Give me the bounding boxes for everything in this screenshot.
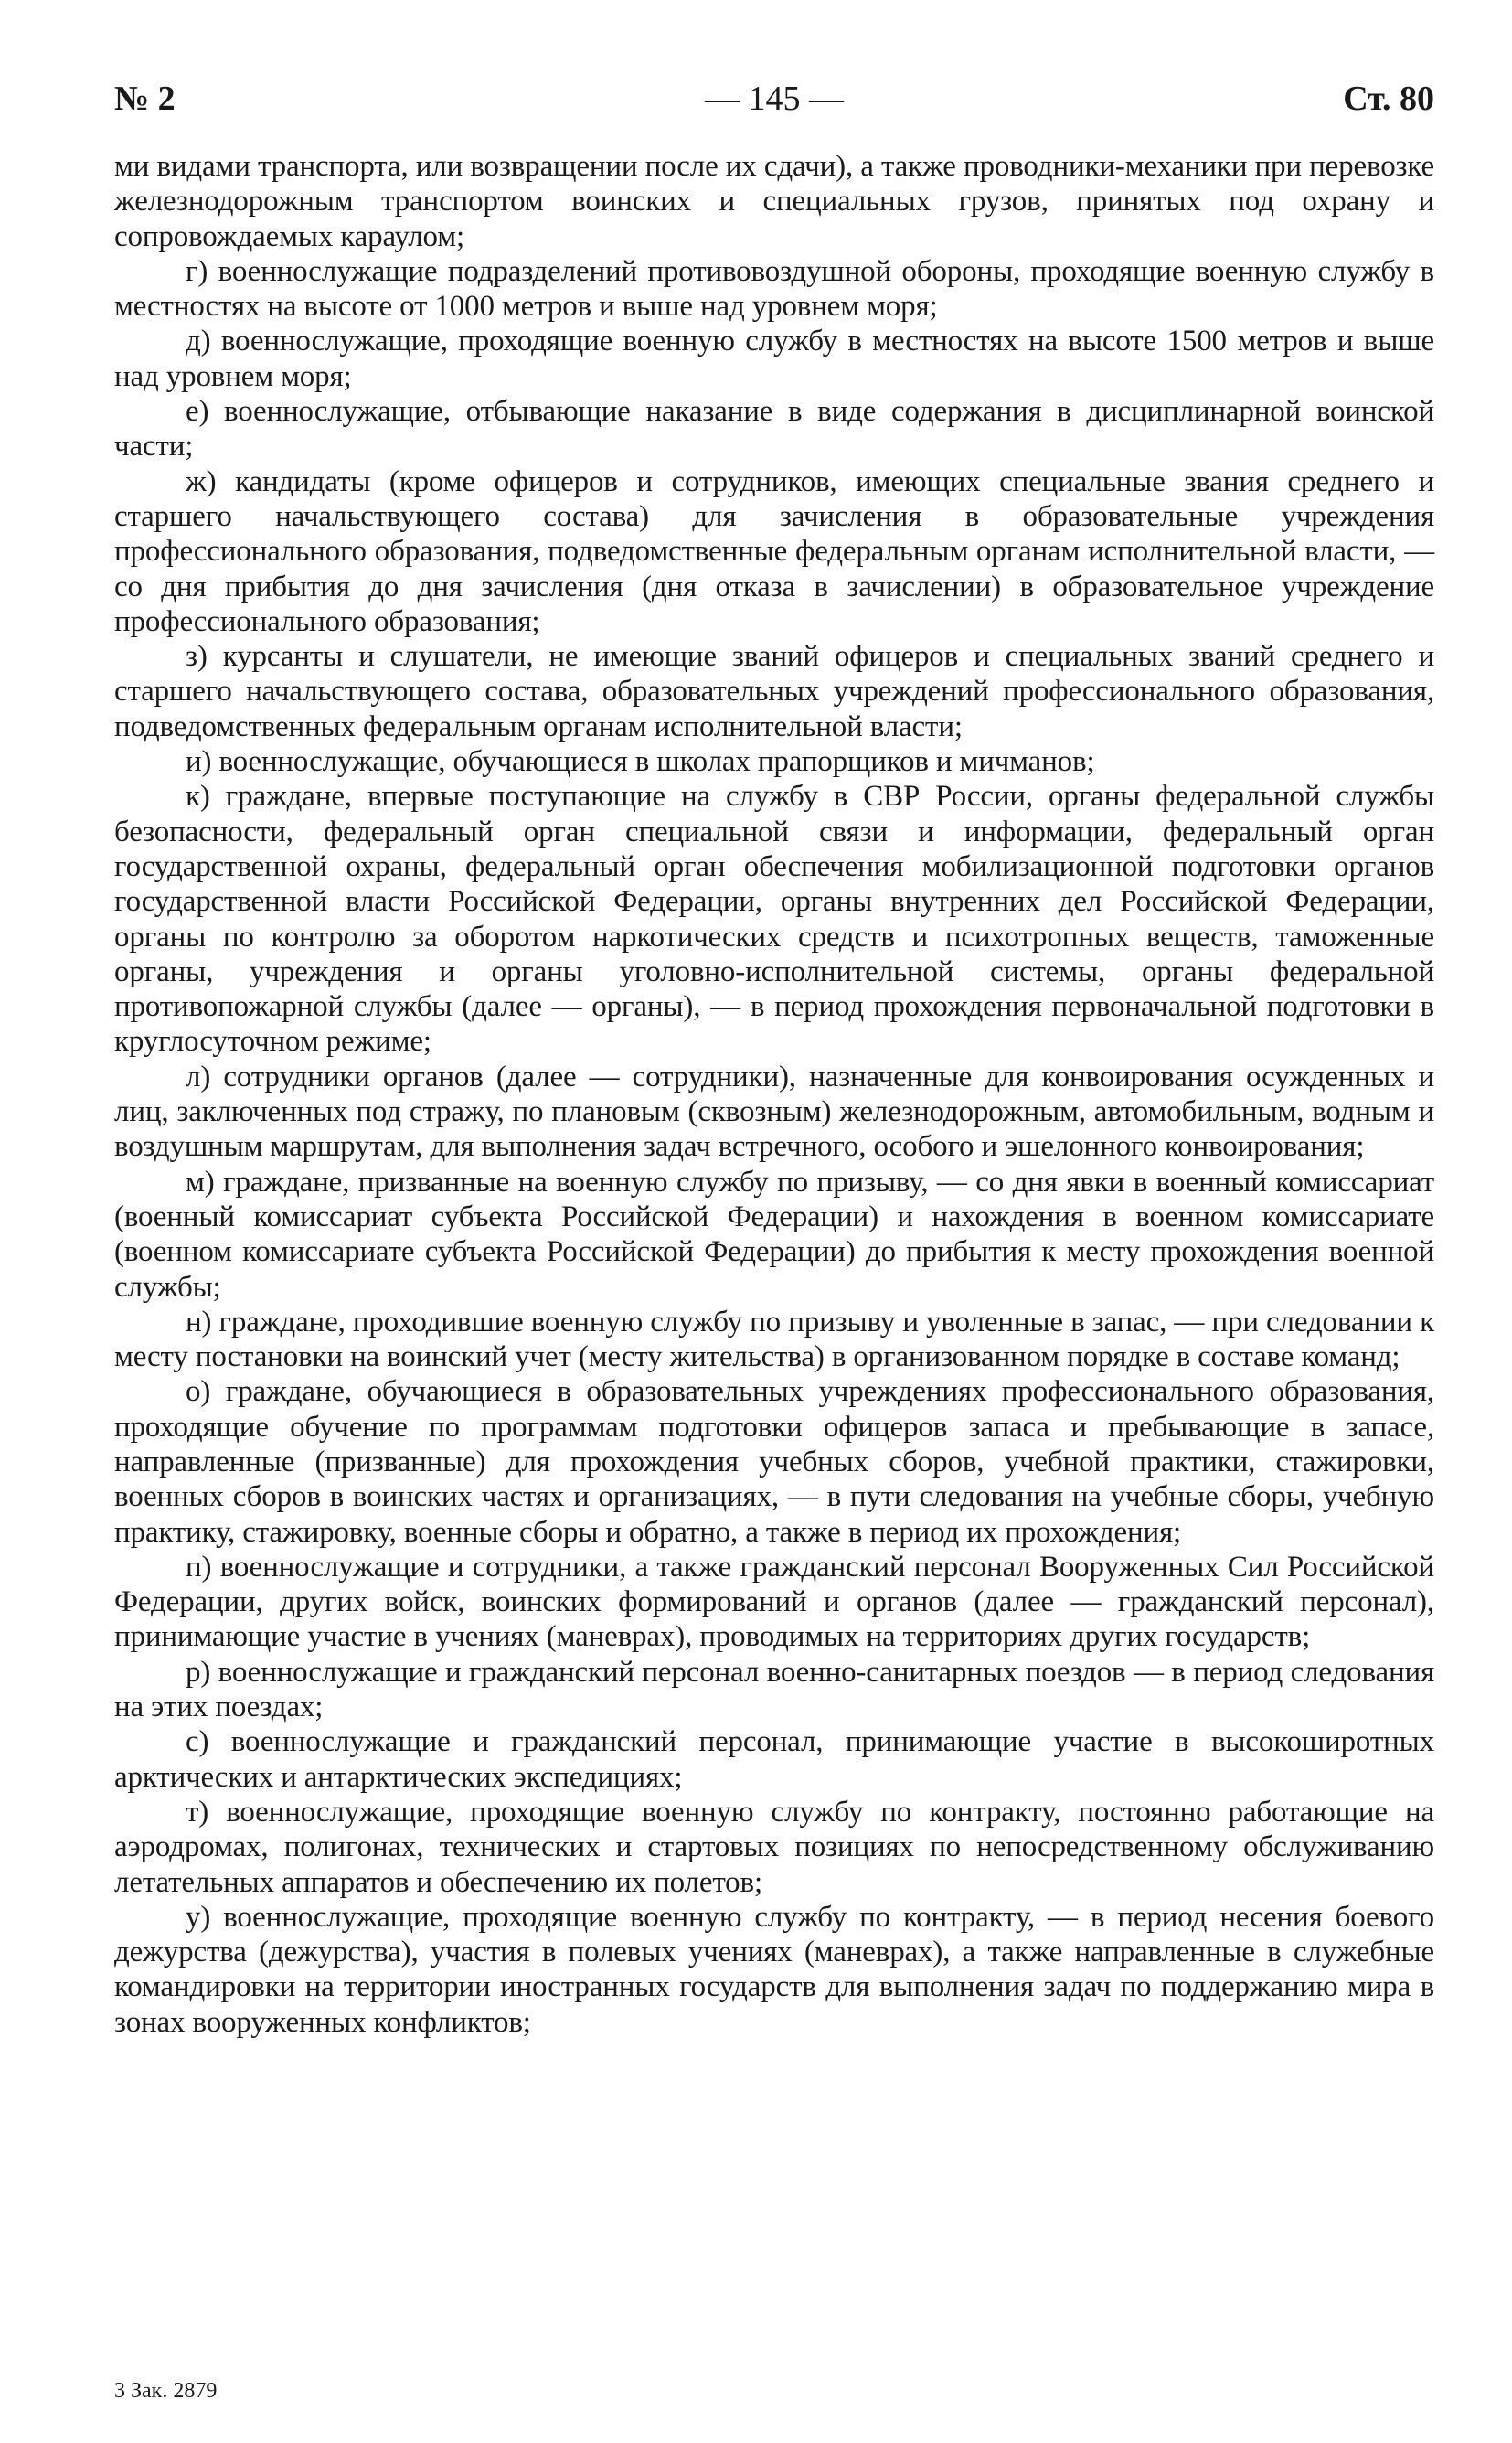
- list-item-o: о) граждане, обучающиеся в образовательных учреждениях профессионального образования, проходящие обучение по программам подготовки офицеров запаса и пребывающие в запасе, направленные (призванные) для прохождения учебных сборов, учебной практики, стажировки, военных сборов в воинских частях и организациях, — в пути следования на учебные сборы, учебную практику, стажировку, военные сборы и обратно, а также в период их прохождения;: [114, 1375, 1434, 1549]
- continuation-paragraph: ми видами транспорта, или возвращении после их сдачи), а также проводники-механики при перевозке железнодорожным транспортом воинских и специальных грузов, принятых под охрану и сопровождаемых караулом;: [114, 150, 1434, 253]
- issue-number: № 2: [114, 80, 176, 118]
- list-item-z: з) курсанты и слушатели, не имеющие званий офицеров и специальных званий среднего и старшего начальствующего состава, образовательных учреждений профессионального образования, подведомственных федеральным органам исполнительной власти;: [114, 640, 1434, 743]
- list-item-e: е) военнослужащие, отбывающие наказание в виде содержания в дисциплинарной воинской части;: [114, 395, 1434, 464]
- list-item-d: д) военнослужащие, проходящие военную службу в местностях на высоте 1500 метров и выше над уровнем моря;: [114, 325, 1434, 393]
- list-item-p: п) военнослужащие и сотрудники, а также гражданский персонал Вооруженных Сил Российской Федерации, других войск, воинских формирований и органов (далее — гражданский персонал), принимающие участие в учениях (маневрах), проводимых на территориях других государств;: [114, 1550, 1434, 1654]
- list-item-s: с) военнослужащие и гражданский персонал, принимающие участие в высокоширотных арктических и антарктических экспедициях;: [114, 1725, 1434, 1794]
- document-body: [114, 149, 1434, 2040]
- list-item-r: р) военнослужащие и гражданский персонал военно-санитарных поездов — в период следования на этих поездах;: [114, 1655, 1434, 1724]
- list-item-u: у) военнослужащие, проходящие военную службу по контракту, — в период несения боевого дежурства (дежурства), участия в полевых учениях (маневрах), а также направленные в служебные командировки на территории иностранных государств для выполнения задач по поддержанию мира в зонах вооруженных конфликтов;: [114, 1900, 1434, 2039]
- article-number: Ст. 80: [1343, 80, 1434, 118]
- list-item-t: т) военнослужащие, проходящие военную службу по контракту, постоянно работающие на аэродромах, полигонах, технических и стартовых позициях по непосредственному обслуживанию летательных аппаратов и обеспечению их полетов;: [114, 1795, 1434, 1899]
- list-item-i: и) военнослужащие, обучающиеся в школах прапорщиков и мичманов;: [186, 745, 1095, 779]
- list-item-k: к) граждане, впервые поступающие на службу в СВР России, органы федеральной службы безопасности, федеральный орган специальной связи и информации, федеральный орган государственной охраны, федеральный орган обеспечения мобилизационной подготовки органов государственной власти Российской Федерации, органы внутренних дел Российской Федерации, органы по контролю за оборотом наркотических средств и психотропных веществ, таможенные органы, учреждения и органы уголовно-исполнительной системы, органы федеральной противопожарной службы (далее — органы), — в период прохождения первоначальной подготовки в круглосуточном режиме;: [114, 780, 1434, 1059]
- list-item-l: л) сотрудники органов (далее — сотрудники), назначенные для конвоирования осужденных и лиц, заключенных под стражу, по плановым (сквозным) железнодорожным, автомобильным, водным и воздушным маршрутам, для выполнения задач встречного, особого и эшелонного конвоирования;: [114, 1060, 1434, 1164]
- list-item-m: м) граждане, призванные на военную службу по призыву, — со дня явки в военный комиссариат (военный комиссариат субъекта Российской Федерации) и нахождения в военном комиссариате (военном комиссариате субъекта Российской Федерации) до прибытия к месту прохождения военной службы;: [114, 1165, 1434, 1304]
- page-header: [114, 73, 1434, 124]
- page-number: — 145 —: [705, 80, 844, 118]
- list-item-g: г) военнослужащие подразделений противовоздушной обороны, проходящие военную службу в местностях на высоте от 1000 метров и выше над уровнем моря;: [114, 254, 1434, 324]
- list-item-zh: ж) кандидаты (кроме офицеров и сотрудников, имеющих специальные звания среднего и старшего начальствующего состава) для зачисления в образовательные учреждения профессионального образования, подведомственные федеральным органам исполнительной власти, — со дня прибытия до дня зачисления (дня отказа в зачислении) в образовательное учреждение профессионального образования;: [114, 464, 1434, 638]
- list-item-n: н) граждане, проходившие военную службу по призыву и уволенные в запас, — при следовании к месту постановки на воинский учет (месту жительства) в организованном порядке в составе команд;: [114, 1305, 1434, 1374]
- print-mark: 3 Зак. 2879: [114, 2379, 218, 2403]
